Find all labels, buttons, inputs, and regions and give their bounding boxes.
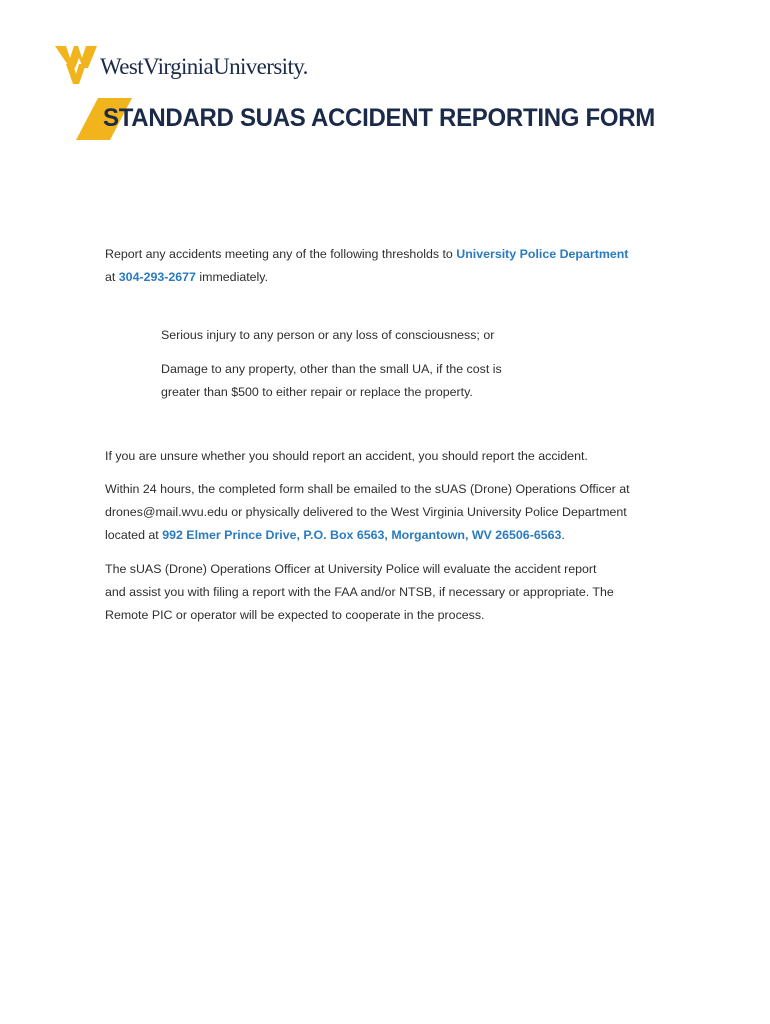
evaluation-paragraph [105,558,705,627]
intro-text-immediately: immediately. [195,270,269,284]
wvu-logo [55,42,308,86]
threshold-property-line-2: greater than $500 to either repair or replace the property. [161,385,473,399]
submission-paragraph [105,478,705,547]
address-link[interactable]: 992 Elmer Prince Drive, P.O. Box 6563, Morgantown, WV 26506-6563 [162,528,562,542]
evaluation-line-1: The sUAS (Drone) Operations Officer at University Police will evaluate the accident report [105,562,597,576]
submission-period: . [561,528,565,542]
threshold-item-injury: Serious injury to any person or any loss of consciousness; or [161,328,495,342]
page-title: STANDARD SUAS ACCIDENT REPORTING FORM [103,104,656,132]
police-department-link[interactable]: University Police Department [456,247,629,261]
logo-wordmark: WestVirginiaUniversity. [100,54,308,79]
evaluation-line-2: and assist you with filing a report with the FAA and/or NTSB, if necessary or appropriate. The [105,585,614,599]
threshold-item-property [161,358,581,404]
intro-paragraph [105,243,665,289]
phone-link[interactable]: 304-293-2677 [118,270,196,284]
flying-wv-logo-icon [55,44,97,84]
intro-text-at: at [105,270,119,284]
unsure-paragraph: If you are unsure whether you should report an accident, you should report the accident. [105,449,588,463]
submission-located-at: located at [105,528,163,542]
submission-line-1: Within 24 hours, the completed form shall be emailed to the sUAS (Drone) Operations Officer at [105,482,630,496]
submission-line-2: drones@mail.wvu.edu or physically delivered to the West Virginia University Police Department [105,505,627,519]
title-banner [76,98,736,140]
threshold-property-line-1: Damage to any property, other than the small UA, if the cost is [161,362,502,376]
intro-text: Report any accidents meeting any of the following thresholds to [105,247,457,261]
evaluation-line-3: Remote PIC or operator will be expected to cooperate in the process. [105,608,485,622]
